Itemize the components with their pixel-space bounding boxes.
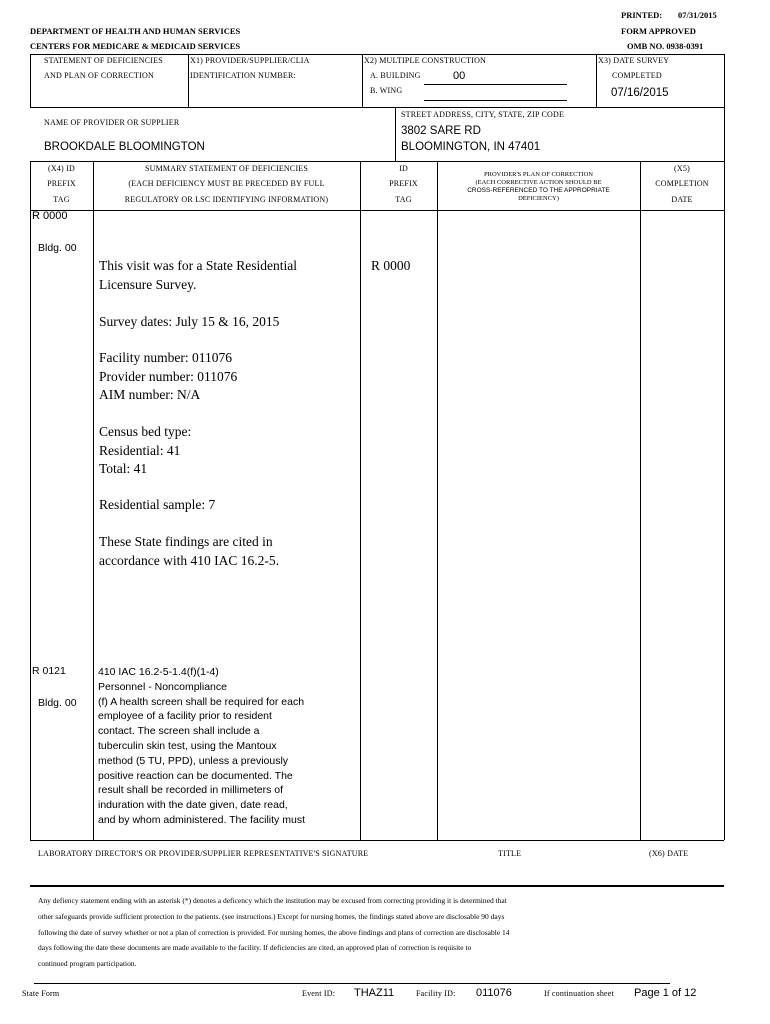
- rule: [188, 54, 189, 107]
- statement-label-line1: STATEMENT OF DEFICIENCIES: [44, 56, 163, 65]
- building-label: A. BUILDING: [370, 71, 421, 80]
- disclaimer-note: Any defiency statement ending with an asterisk (*) denotes a deficency which the institution may be excused from correcting providing it is determined that other safeguards provide sufficient protection to the patients. (see instructions.) Except for nursing homes, the findings stated above are disclosable 90 days following the date of survey whether or not a plan of correction is provided. For nursing homes, the above findings and plans of correction are disclosable 14 days following the date these documents are made available to the facility. If deficiencies are cited, an approved plan of correction is requisite to continued program participation.: [38, 896, 510, 969]
- rule: [93, 161, 94, 840]
- state-form-label: State Form: [22, 989, 60, 998]
- building-value: 00: [453, 70, 466, 82]
- survey-date-value: 07/16/2015: [611, 87, 669, 99]
- plan-header-line3: CROSS-REFERENCED TO THE APPROPRIATE: [467, 187, 610, 194]
- footer-rule: [34, 983, 670, 984]
- address-label: STREET ADDRESS, CITY, STATE, ZIP CODE: [401, 110, 565, 119]
- event-id-value: THAZ11: [354, 987, 395, 999]
- rule: [30, 210, 724, 211]
- title-label: TITLE: [498, 849, 522, 858]
- rule: [362, 54, 363, 107]
- x6-date-label: (X6) DATE: [649, 849, 689, 858]
- rule: [360, 161, 361, 840]
- paragraph-findings: These State findings are cited in accordance with 410 IAC 16.2-5.: [99, 534, 279, 568]
- rule: [30, 161, 724, 162]
- event-id-label: Event ID:: [302, 989, 336, 998]
- x1-label-line1: X1) PROVIDER/SUPPLIER/CLIA: [190, 56, 310, 65]
- building-underline: [424, 84, 567, 85]
- tag-r0000: R 0000: [32, 210, 68, 222]
- plan-header-line1: PROVIDER'S PLAN OF CORRECTION: [484, 171, 593, 178]
- statement-label-line2: AND PLAN OF CORRECTION: [44, 71, 154, 80]
- x4-header-line2: PREFIX: [47, 179, 76, 188]
- bldg-label-2: Bldg. 00: [38, 697, 77, 709]
- paragraph-visit: This visit was for a State Residential Licensure Survey.: [99, 258, 297, 292]
- form-approved: FORM APPROVED: [621, 26, 696, 36]
- id-header-line2: PREFIX: [389, 179, 418, 188]
- x2-label: X2) MULTIPLE CONSTRUCTION: [364, 56, 487, 65]
- summary-header-line1: SUMMARY STATEMENT OF DEFICIENCIES: [144, 164, 309, 173]
- tag-r0000-right: R 0000: [371, 258, 411, 273]
- summary-header-line2: (EACH DEFICIENCY MUST BE PRECEDED BY FULL: [128, 179, 325, 188]
- rule: [640, 161, 641, 840]
- bldg-label-1: Bldg. 00: [38, 242, 77, 254]
- x5-header-line3: DATE: [671, 195, 693, 204]
- x4-header-line3: TAG: [53, 195, 70, 204]
- plan-header-line4: DEFICIENCY): [518, 195, 559, 202]
- r0121-text: 410 IAC 16.2-5-1.4(f)(1-4) Personnel - Noncompliance (f) A health screen shall be required for each employee of a facility prior to resident contact. The screen shall include a tuberculin skin test, using the Mantoux method (5 TU, PPD), unless a previously positive reaction can be documented. The result shall be recorded in millimeters of induration with the date given, date read, and by whom administered. The facility must: [98, 666, 305, 826]
- facility-id-label: Facility ID:: [416, 989, 456, 998]
- rule: [395, 107, 396, 161]
- summary-header-line3: REGULATORY OR LSC IDENTIFYING INFORMATION): [124, 195, 329, 204]
- rule: [30, 840, 724, 841]
- x5-header-line2: COMPLETION: [655, 179, 709, 188]
- rule: [30, 54, 724, 55]
- paragraph-sample: Residential sample: 7: [99, 497, 216, 512]
- x4-header-line1: (X4) ID: [48, 164, 75, 173]
- plan-header-line2: (EACH CORRECTIVE ACTION SHOULD BE: [475, 179, 602, 186]
- id-header-line1: ID: [399, 164, 408, 173]
- rule: [724, 54, 725, 840]
- centers-name: CENTERS FOR MEDICARE & MEDICAID SERVICES: [30, 41, 241, 51]
- address-line1: 3802 SARE RD: [401, 125, 481, 137]
- facility-id-value: 011076: [476, 987, 512, 999]
- provider-name-value: BROOKDALE BLOOMINGTON: [44, 141, 205, 153]
- department-name: DEPARTMENT OF HEALTH AND HUMAN SERVICES: [30, 26, 241, 36]
- signature-rule: [30, 885, 724, 887]
- wing-underline: [424, 100, 567, 101]
- paragraph-survey-dates: Survey dates: July 15 & 16, 2015: [99, 314, 280, 329]
- paragraph-census: Census bed type: Residential: 41 Total: 41: [99, 424, 192, 476]
- printed-label: PRINTED:: [621, 10, 663, 20]
- address-line2: BLOOMINGTON, IN 47401: [401, 141, 541, 153]
- printed-date: 07/31/2015: [678, 10, 717, 20]
- paragraph-numbers: Facility number: 011076 Provider number: 011076 AIM number: N/A: [99, 350, 238, 402]
- rule: [30, 161, 31, 840]
- page-number: Page 1 of 12: [634, 987, 697, 999]
- x5-header-line1: (X5): [674, 164, 690, 173]
- signature-label: LABORATORY DIRECTOR'S OR PROVIDER/SUPPLIER REPRESENTATIVE'S SIGNATURE: [38, 849, 369, 858]
- x3-label-line2: COMPLETED: [612, 71, 662, 80]
- omb-number: OMB NO. 0938-0391: [627, 41, 704, 51]
- rule: [30, 107, 724, 108]
- rule: [30, 54, 31, 107]
- x3-label-line1: X3) DATE SURVEY: [598, 56, 670, 65]
- provider-name-label: NAME OF PROVIDER OR SUPPLIER: [44, 118, 180, 127]
- tag-r0121: R 0121: [32, 665, 66, 677]
- continuation-label: If continuation sheet: [544, 989, 614, 998]
- rule: [437, 161, 438, 840]
- id-header-line3: TAG: [395, 195, 412, 204]
- rule: [596, 54, 597, 107]
- wing-label: B. WING: [370, 86, 403, 95]
- x1-label-line2: IDENTIFICATION NUMBER:: [190, 71, 296, 80]
